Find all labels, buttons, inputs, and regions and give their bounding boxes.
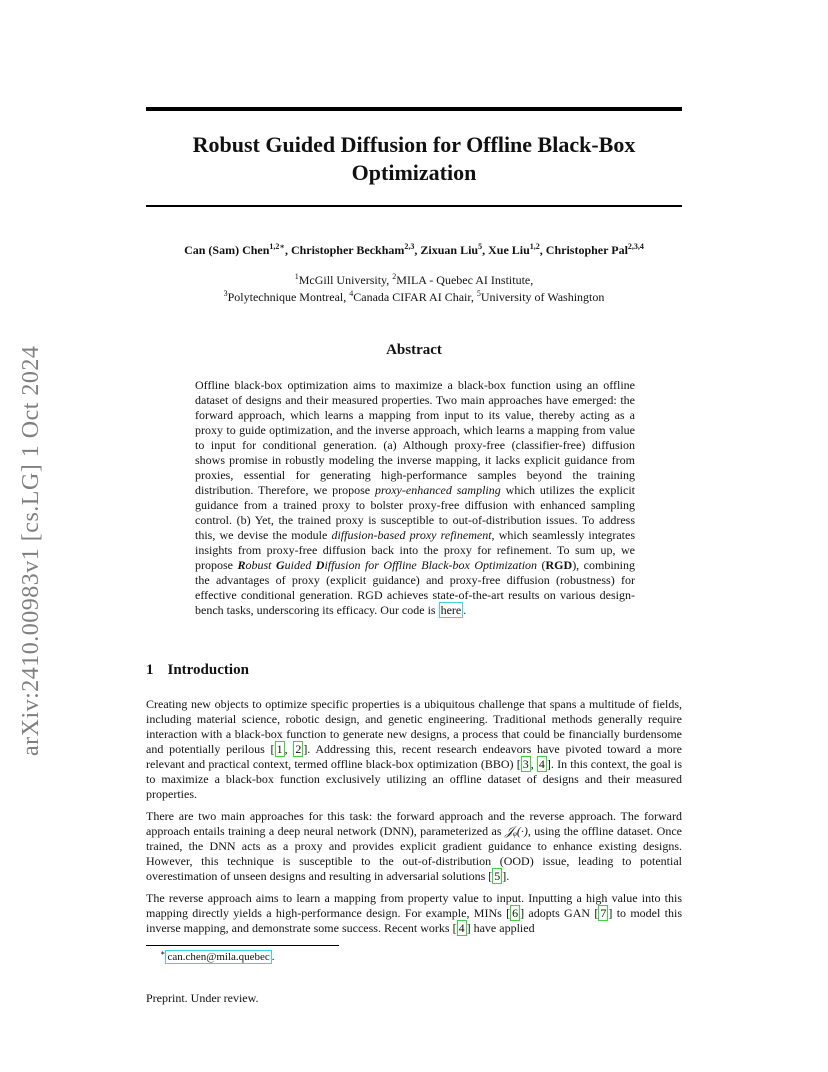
affil-text: McGill University, (298, 273, 393, 287)
paper-title (146, 131, 682, 187)
abstract-text: ), combining the advantages of proxy (explicit guidance) and proxy-free diffusion (robustness) for effective conditional generation. RGD achieves state-of-the-art results on various design-bench tasks, underscoring its efficacy. Our code is (195, 558, 635, 617)
affil-text: Polytechnique Montreal, (227, 290, 350, 304)
title-line-2: Optimization (351, 160, 477, 185)
paragraph-text: ] adopts GAN [ (520, 906, 599, 920)
author-name: Christopher Beckham (290, 243, 405, 257)
paragraph: Creating new objects to optimize specific properties is a ubiquitous challenge that spans a multitude of fields, including material science, robotic design, and genetic engineering. Traditional methods generally require interaction with a black-box function to generate new designs, a process that could be financially burdensome and potentially perilous [ 1 , 2 ]. Addressing this, recent research endeavors have pivoted toward a more relevant and practical context, termed offline black-box optimization (BBO) [ 3 , 4 ]. In this context, the goal is to maximize a black-box function exclusively utilizing an offline dataset of designs and their measured properties. (146, 697, 683, 801)
paragraph-text: ] to model this inverse mapping, and demonstrate some success. Recent works [ (146, 906, 682, 935)
author-star-sup: ∗ (279, 242, 285, 251)
section-number: 1 (146, 662, 154, 678)
citation-link[interactable]: 2 (295, 742, 302, 756)
author-name: Xue Liu (488, 243, 530, 257)
abstract-text: Offline black-box optimization aims to maximize a black-box function using an offline dataset of designs and their measured properties. Two main approaches have emerged: the forward approach, which learns a mapping from input to its value, thereby acting as a proxy to guide optimization, and the inverse approach, which learns a mapping from value to input for conditional generation. (a) Although proxy-free (classifier-free) diffusion shows promise in robustly modeling the inverse mapping, it lacks explicit guidance from proxies, essential for generating high-performance samples beyond the training distribution. Therefore, we propose (195, 378, 635, 497)
abstract-emphasis: obust (245, 558, 276, 572)
section-heading-introduction (146, 662, 249, 679)
affiliation-line-1 (146, 272, 682, 289)
affiliations (146, 272, 682, 306)
paragraph-text: Creating new objects to optimize specific properties is a ubiquitous challenge that spans a multitude of fields, including material science, robotic design, and genetic engineering. Traditional methods generally require interaction with a black-box function to generate new designs, a process that could be financially burdensome and potentially perilous [ (146, 697, 682, 756)
author-affil-sup: 5 (478, 242, 483, 251)
abstract-emphasis: iffusion for Offline Black-box Optimization (324, 558, 538, 572)
paragraph-text: ] have applied (466, 921, 535, 935)
arxiv-watermark: arXiv:2410.00983v1 [cs.LG] 1 Oct 2024 (18, 345, 44, 756)
code-link[interactable]: here (440, 603, 462, 617)
title-rule-top (146, 107, 682, 111)
title-line-1: Robust Guided Diffusion for Offline Black-Box (192, 132, 636, 157)
author-affil-sup: 1,2 (529, 242, 540, 251)
citation-link[interactable]: 3 (522, 757, 529, 771)
affil-sup: 1 (294, 272, 299, 281)
affil-text: MILA - Quebec AI Institute, (396, 273, 534, 287)
footnote-text: . (271, 951, 275, 963)
affil-sup: 4 (349, 289, 354, 298)
footnote (160, 950, 275, 964)
preprint-notice: Preprint. Under review. (146, 991, 259, 1005)
citation-link[interactable]: 7 (600, 906, 607, 920)
paragraph-text: There are two main approaches for this task: the forward approach and the reverse approach. The forward approach entails training a deep neural network (DNN), parameterized as (146, 809, 682, 838)
citation-link[interactable]: 1 (276, 742, 283, 756)
citation-link[interactable]: 4 (458, 921, 465, 935)
paragraph-text: ]. In this context, the goal is to maximize a black-box function exclusively utilizing an offline dataset of designs and their measured properties. (146, 757, 683, 801)
citation-link[interactable]: 5 (494, 869, 501, 883)
title-rule-bottom (146, 205, 682, 207)
author-name: Zixuan Liu (420, 243, 479, 257)
author-list: Can (Sam) Chen$^{1,2∗}$, Christopher Beckham$^{2,3}$, Zixuan Liu$^5$, Xue Liu$^{1,2}$, Christopher Pal$^{2,3,4}$ (184, 242, 644, 257)
footnote-mark: ∗ (160, 948, 166, 958)
paragraph-text: ]. Addressing this, recent research endeavors have pivoted toward a more relevant and practical context, termed offline black-box optimization (BBO) [ (146, 742, 682, 771)
paragraph (146, 891, 682, 936)
citation-link[interactable]: 6 (512, 906, 519, 920)
abstract-text: ( (537, 558, 546, 572)
author-affil-sup: 2,3 (404, 242, 415, 251)
abstract-text: which utilizes the explicit guidance from a trained proxy to bolster proxy-free diffusion with enhanced sampling control. (b) Yet, the trained proxy is susceptible to out-of-distribution issues. To address this, we devise the module (195, 483, 635, 542)
abstract-emphasis: uided (284, 558, 316, 572)
math-proxy-symbol: 𝒥ᵩ(·) (504, 824, 528, 838)
abstract-heading: Abstract (386, 342, 442, 358)
abstract-emphasis: diffusion-based proxy refinement (331, 528, 492, 542)
abstract-emphasis: proxy-enhanced sampling (375, 483, 501, 497)
acronym-letter: R (237, 558, 246, 572)
author-affil-sup: 2,3,4 (627, 242, 644, 251)
paragraph-text: , using the offline dataset. Once trained, the DNN acts as a proxy and provides explicit gradient guidance to enhance existing designs. However, this technique is susceptible to the out-of-distribution (OOD) issue, leading to potential overestimation of unseen designs and resulting in adversarial solutions [ (146, 824, 682, 883)
paragraph-text: The reverse approach aims to learn a mapping from property value to input. Inputting a high value into this mapping directly yields a high-performance design. For example, MINs [ (146, 891, 682, 920)
abstract-text: . (463, 603, 467, 617)
author-name: Can (Sam) Chen (184, 243, 270, 257)
acronym-letter: D (315, 558, 325, 572)
affil-sup: 5 (476, 289, 481, 298)
abstract-body (195, 378, 635, 618)
affil-text: Canada CIFAR AI Chair, (353, 290, 477, 304)
affiliation-line-2 (146, 289, 682, 306)
rgd-acronym: RGD (545, 558, 573, 572)
introduction-body (146, 697, 682, 943)
email-link[interactable]: can.chen@mila.quebec (167, 951, 270, 963)
paragraph-text: ]. (502, 869, 510, 883)
author-name: Christopher Pal (545, 243, 628, 257)
abstract-text: , which seamlessly integrates insights from proxy-free diffusion back into the proxy for refinement. To sum up, we propose (195, 528, 636, 572)
affil-sup: 2 (392, 272, 397, 281)
affil-sup: 3 (223, 289, 228, 298)
citation-link[interactable]: 4 (538, 757, 545, 771)
section-title: Introduction (167, 662, 249, 678)
footnote-rule (146, 945, 339, 946)
author-affil-sup: 1,2 (269, 242, 280, 251)
affil-text: University of Washington (480, 290, 605, 304)
paragraph (146, 809, 682, 884)
acronym-letter: G (275, 558, 285, 572)
